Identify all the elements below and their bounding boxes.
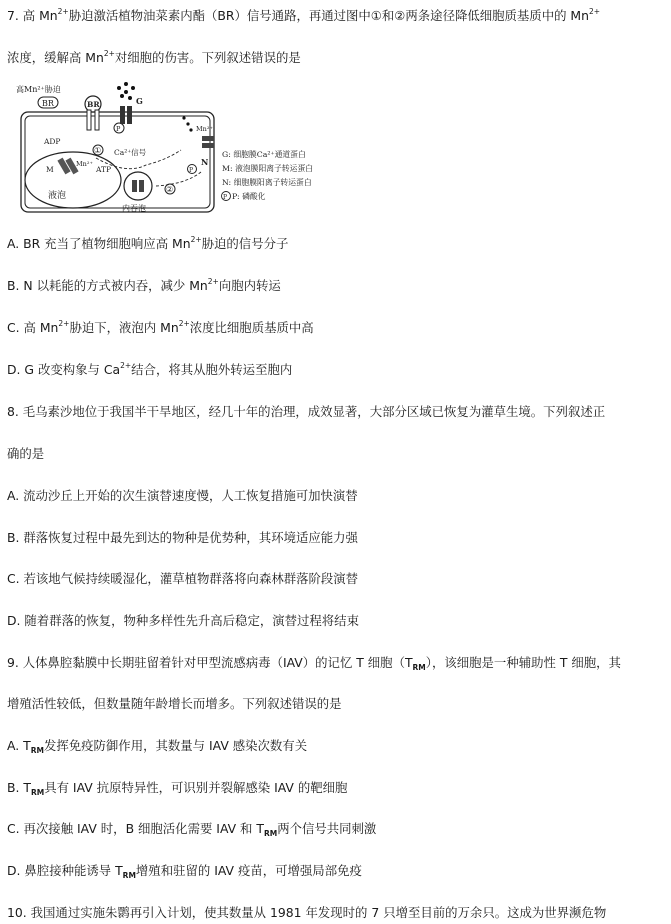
option-text: 具有 IAV 抗原特异性，可识别并裂解感染 IAV 的靶细胞 xyxy=(44,780,348,795)
atp-label: ATP xyxy=(96,165,112,174)
option-text: A. T xyxy=(7,738,31,753)
subscript: RM xyxy=(412,663,426,672)
subscript: RM xyxy=(30,746,44,755)
q9-option-a xyxy=(7,737,307,755)
n-transporter xyxy=(202,143,214,148)
q7-stem-line-2 xyxy=(7,49,301,67)
superscript: 2+ xyxy=(58,319,70,328)
n-label: N xyxy=(201,157,209,167)
option-text: A. BR 充当了植物细胞响应高 Mn xyxy=(7,236,191,251)
pathway-1-label: ① xyxy=(94,146,102,155)
q7-stem-text: 7. 高 Mn xyxy=(7,8,58,23)
superscript: 2+ xyxy=(207,277,219,286)
q8-option-a: A. 流动沙丘上开始的次生演替速度慢，人工恢复措施可加快演替 xyxy=(7,488,358,503)
n-transporter xyxy=(202,136,214,141)
receptor-stem xyxy=(95,110,99,130)
adp-label: ADP xyxy=(44,137,61,146)
option-text: D. 鼻腔接种能诱导 T xyxy=(7,863,123,878)
q8-option-b: B. 群落恢复过程中最先到达的物种是优势种，其环境适应能力强 xyxy=(7,530,358,545)
superscript: 2+ xyxy=(190,235,202,244)
n-phospho-label: P xyxy=(189,167,194,174)
q9-option-b xyxy=(7,779,347,797)
q9-stem-text: 9. 人体鼻腔黏膜中长期驻留着针对甲型流感病毒（IAV）的记忆 T 细胞（T xyxy=(7,655,413,670)
option-text: 两个信号共同刺激 xyxy=(277,821,377,836)
br-outside-label: BR xyxy=(42,99,54,108)
phospho-p-label: P xyxy=(116,125,121,133)
q8-option-d: D. 随着群落的恢复，物种多样性先升高后稳定，演替过程将结束 xyxy=(7,613,359,628)
option-text: D. G 改变构象与 Ca xyxy=(7,362,121,377)
option-text: 胁迫的信号分子 xyxy=(201,236,289,251)
legend-p-symbol: P xyxy=(223,194,228,201)
option-text: 浓度比细胞质基质中高 xyxy=(189,320,314,335)
option-text: B. N 以耗能的方式被内吞，减少 Mn xyxy=(7,278,208,293)
endosome-n xyxy=(132,180,137,192)
vacuole xyxy=(25,152,121,208)
superscript: 2+ xyxy=(120,361,132,370)
br-receptor-label: BR xyxy=(87,100,100,109)
ca-signal-label: Ca²⁺信号 xyxy=(114,148,147,157)
option-text: 结合，将其从胞外转运至胞内 xyxy=(131,362,293,377)
q7-option-a xyxy=(7,235,288,253)
m-label: M xyxy=(46,165,54,174)
pathway-2-label: ② xyxy=(166,185,174,194)
option-text: C. 高 Mn xyxy=(7,320,59,335)
superscript: 2+ xyxy=(57,7,69,16)
g-channel xyxy=(127,106,132,124)
superscript: 2+ xyxy=(588,7,601,16)
q9-stem-line-2: 增殖活性较低，但数量随年龄增长而增多。下列叙述错误的是 xyxy=(7,696,342,711)
subscript: RM xyxy=(122,871,136,880)
subscript: RM xyxy=(30,788,45,797)
g-channel xyxy=(120,106,125,124)
endosome-n xyxy=(139,180,144,192)
subscript: RM xyxy=(263,829,278,838)
legend-item-p: P: 磷酸化 xyxy=(232,192,266,201)
superscript: 2+ xyxy=(103,49,115,58)
g-label: G xyxy=(136,96,143,106)
q8-stem-line-1: 8. 毛乌素沙地位于我国半干旱地区，经几十年的治理，成效显著，大部分区域已恢复为灌草生境。下列叙述正 xyxy=(7,404,606,419)
option-text: 胁迫下，液泡内 Mn xyxy=(69,320,179,335)
mn-outer-label: Mn²⁺ xyxy=(196,125,213,133)
option-text: 发挥免疫防御作用，其数量与 IAV 感染次数有关 xyxy=(43,738,308,753)
option-text: 增殖和驻留的 IAV 疫苗，可增强局部免疫 xyxy=(135,863,362,878)
legend-item-m: M: 液泡膜阳离子转运蛋白 xyxy=(222,164,314,173)
q9-option-c xyxy=(7,820,376,838)
mn-vacuole-label: Mn²⁺ xyxy=(76,160,93,168)
stress-label: 高Mn²⁺胁迫 xyxy=(16,85,61,94)
q8-option-c: C. 若该地气候持续暖湿化，灌草植物群落将向森林群落阶段演替 xyxy=(7,571,359,586)
option-text: B. T xyxy=(7,780,31,795)
legend-item-g: G: 细胞膜Ca²⁺通道蛋白 xyxy=(222,150,306,159)
q9-stem-line-1 xyxy=(7,654,621,672)
endosome-label: 内吞泡 xyxy=(122,204,146,213)
q7-option-b xyxy=(7,277,281,295)
q7-stem-text: 对细胞的伤害。下列叙述错误的是 xyxy=(114,50,301,65)
q7-stem-text: 胁迫激活植物油菜素内酯（BR）信号通路，再通过图中①和②两条途径降低细胞质基质中的 Mn xyxy=(68,8,589,23)
receptor-stem xyxy=(87,110,91,130)
superscript: 2+ xyxy=(178,319,190,328)
vacuole-label: 液泡 xyxy=(48,191,67,201)
q7-stem-line-1 xyxy=(7,7,600,25)
q7-option-c xyxy=(7,319,314,337)
endocytosis-arrow xyxy=(156,172,201,186)
q7-stem-text: 浓度，缓解高 Mn xyxy=(7,50,104,65)
q9-option-d xyxy=(7,862,362,880)
q10-stem-line-1: 10. 我国通过实施朱鹮再引入计划，使其数量从 1981 年发现时的 7 只增至目前的万余只。这成为世界濒危物 xyxy=(7,905,607,920)
endosome xyxy=(124,172,152,200)
option-text: 向胞内转运 xyxy=(218,278,281,293)
option-text: C. 再次接触 IAV 时，B 细胞活化需要 IAV 和 T xyxy=(7,821,264,836)
q9-stem-text: ），该细胞是一种辅助性 T 细胞，其 xyxy=(425,655,621,670)
q7-option-d xyxy=(7,361,292,379)
q8-stem-line-2: 确的是 xyxy=(7,446,45,461)
q7-diagram xyxy=(16,80,346,214)
legend-item-n: N: 细胞膜阳离子转运蛋白 xyxy=(222,178,312,187)
